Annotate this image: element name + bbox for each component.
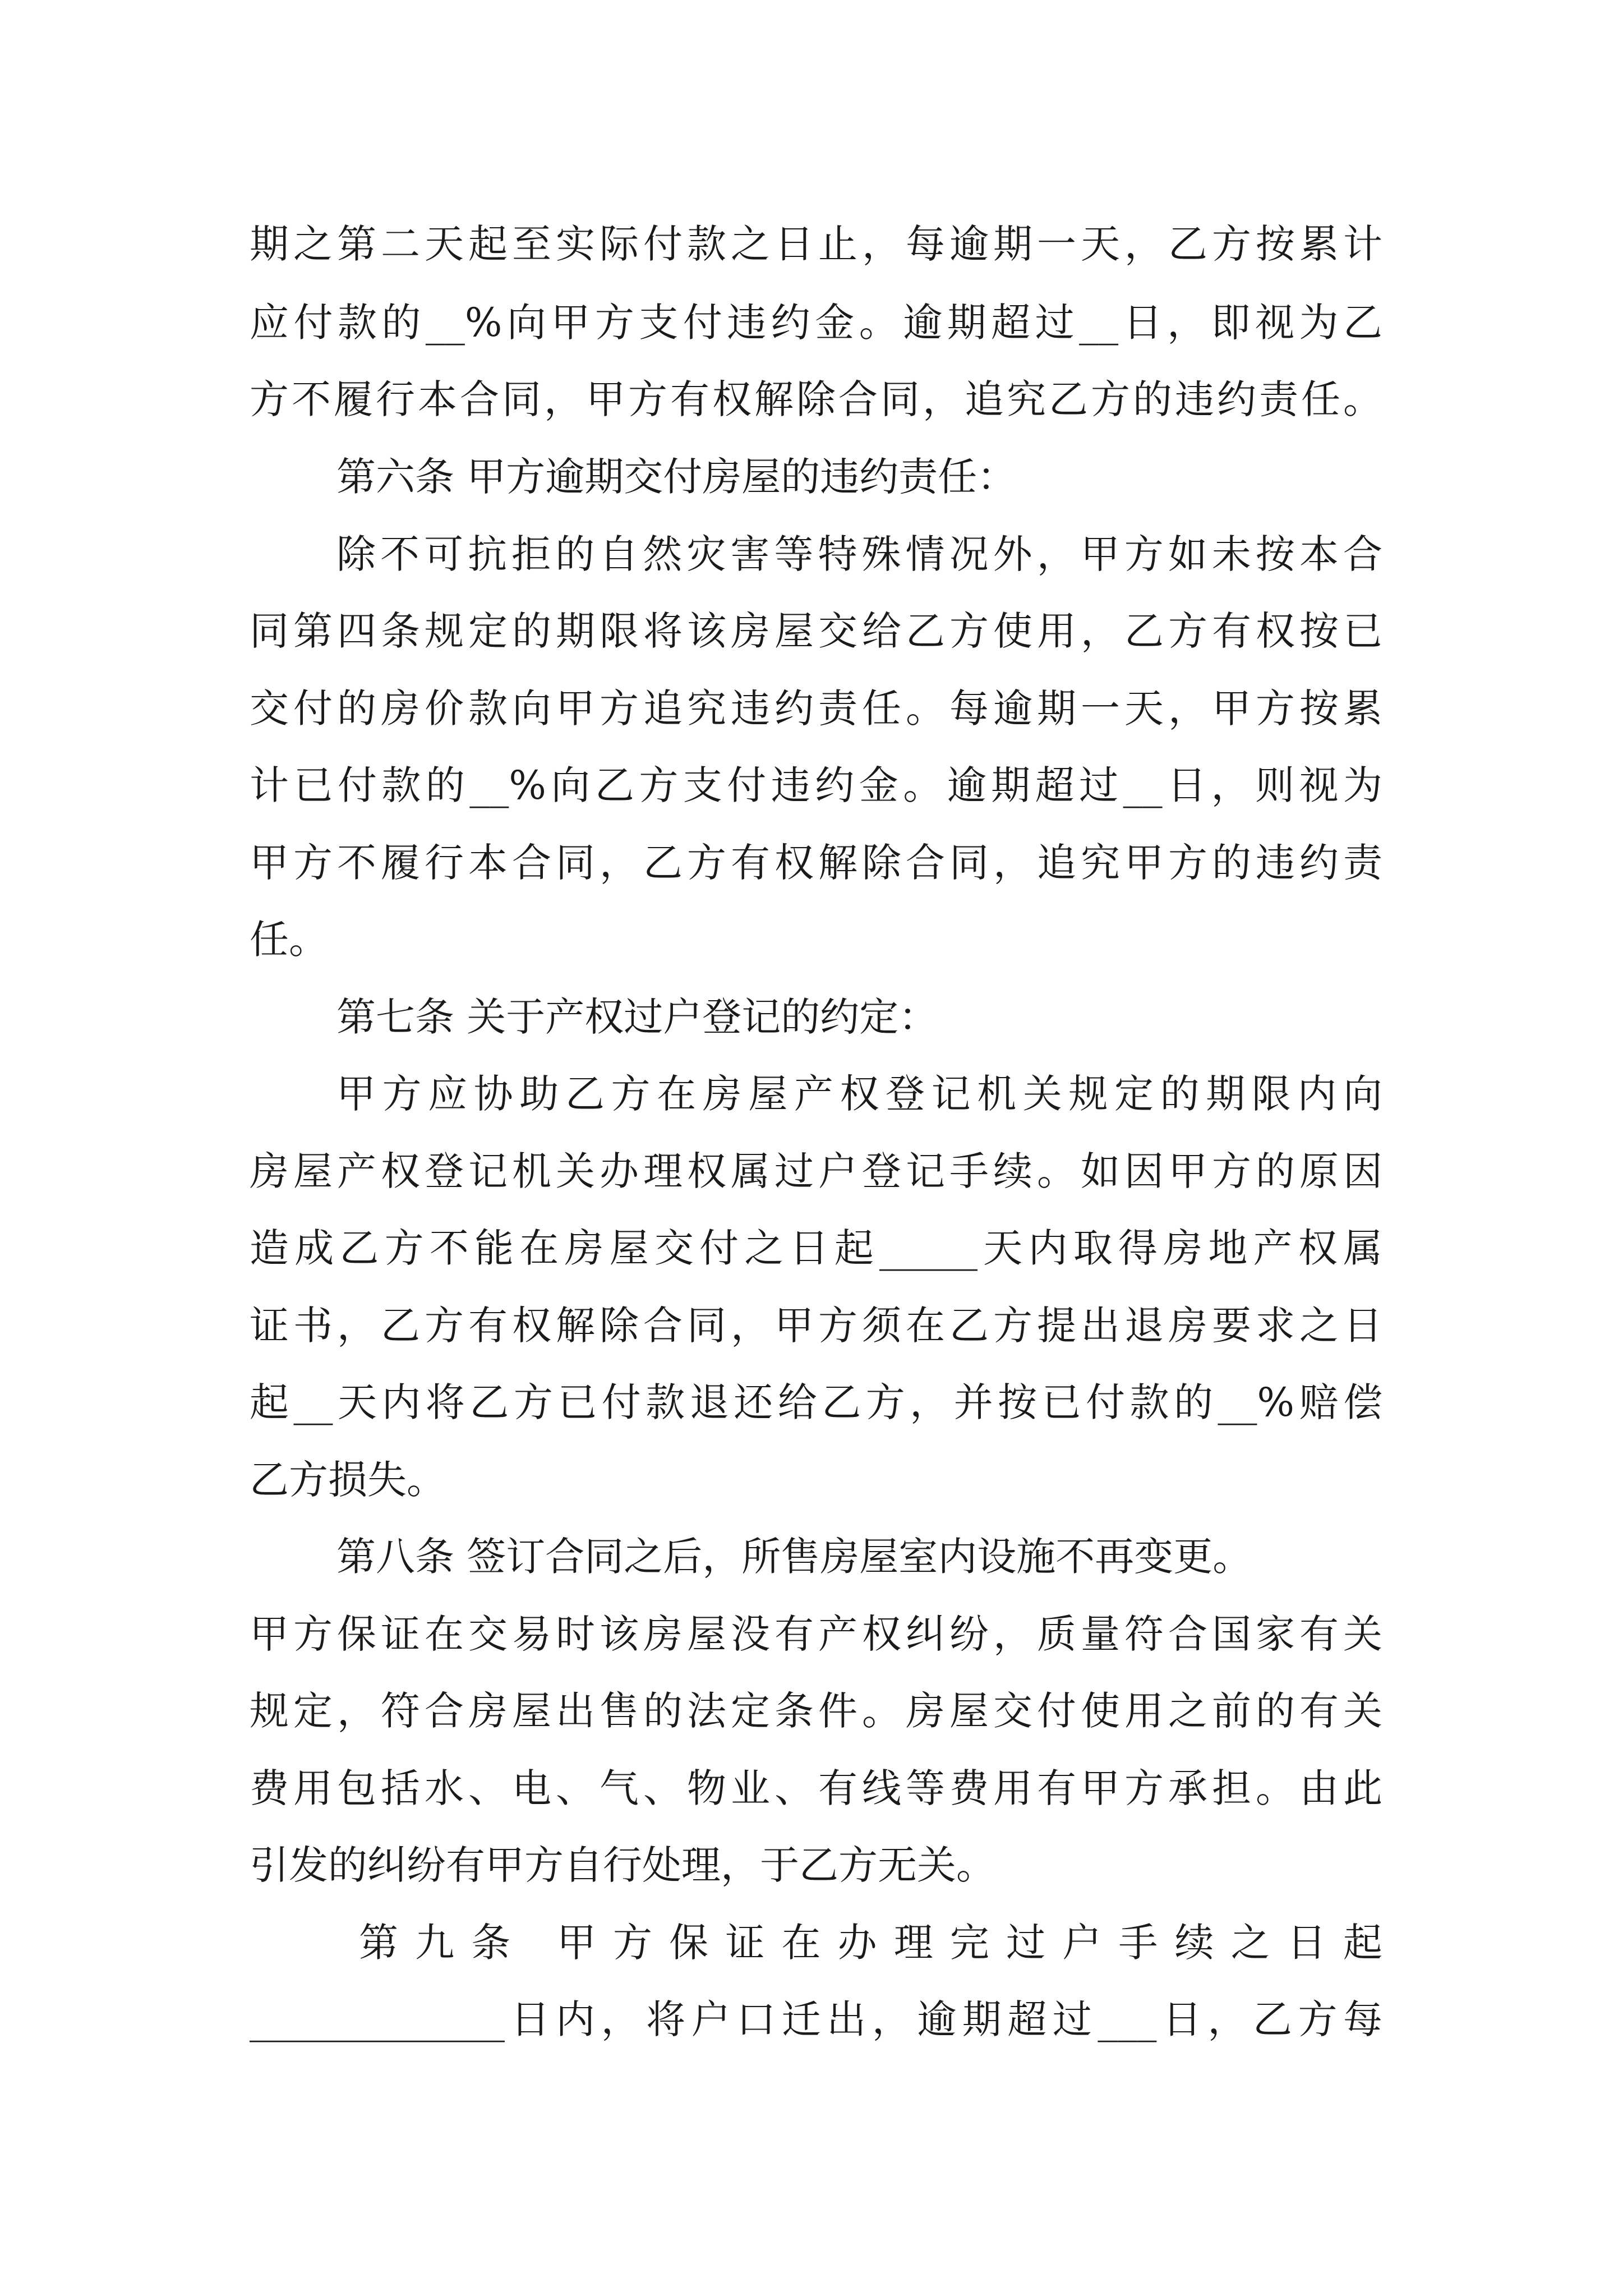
text-line: 同第四条规定的期限将该房屋交给乙方使用，乙方有权按已 [250,608,1382,654]
section-heading: 第六条 甲方逾期交付房屋的违约责任： [336,454,1017,500]
text-line: 起__天内将乙方已付款退还给乙方，并按已付款的__%赔偿 [250,1379,1382,1425]
text-line: 除不可抗拒的自然灾害等特殊情况外，甲方如未按本合 [336,531,1382,577]
text-line: _____________日内，将户口迁出，逾期超过___日，乙方每 [250,1996,1382,2042]
text-line: 甲方应协助乙方在房屋产权登记机关规定的期限内向 [336,1071,1382,1117]
text-line: 交付的房价款向甲方追究违约责任。每逾期一天，甲方按累 [250,685,1382,731]
section-heading: 第七条 关于产权过户登记的约定： [336,994,938,1040]
text-line: 造成乙方不能在房屋交付之日起_____天内取得房地产权属 [250,1225,1382,1271]
text-line: 乙方损失。 [250,1457,446,1503]
text-line: 证书，乙方有权解除合同，甲方须在乙方提出退房要求之日 [250,1303,1382,1349]
text-line: 任。 [250,917,328,963]
text-line: 计已付款的__%向乙方支付违约金。逾期超过__日，则视为 [250,762,1382,808]
text-line: 甲方不履行本合同，乙方有权解除合同，追究甲方的违约责 [250,840,1382,886]
text-line: 引发的纠纷有甲方自行处理，于乙方无关。 [250,1842,995,1888]
text-line: 期之第二天起至实际付款之日止，每逾期一天，乙方按累计 [250,221,1382,267]
section-heading: 第九条 甲方保证在办理完过户手续之日起 [359,1920,1382,1966]
text-line: 规定，符合房屋出售的法定条件。房屋交付使用之前的有关 [250,1688,1382,1734]
section-heading: 第八条 签订合同之后，所售房屋室内设施不再变更。 [336,1534,1252,1580]
text-line: 甲方保证在交易时该房屋没有产权纠纷，质量符合国家有关 [250,1611,1382,1657]
text-line: 房屋产权登记机关办理权属过户登记手续。如因甲方的原因 [250,1148,1382,1194]
text-line: 费用包括水、电、气、物业、有线等费用有甲方承担。由此 [250,1765,1382,1811]
text-line: 应付款的__%向甲方支付违约金。逾期超过__日，即视为乙 [250,300,1382,346]
text-line: 方不履行本合同，甲方有权解除合同，追究乙方的违约责任。 [250,376,1382,422]
